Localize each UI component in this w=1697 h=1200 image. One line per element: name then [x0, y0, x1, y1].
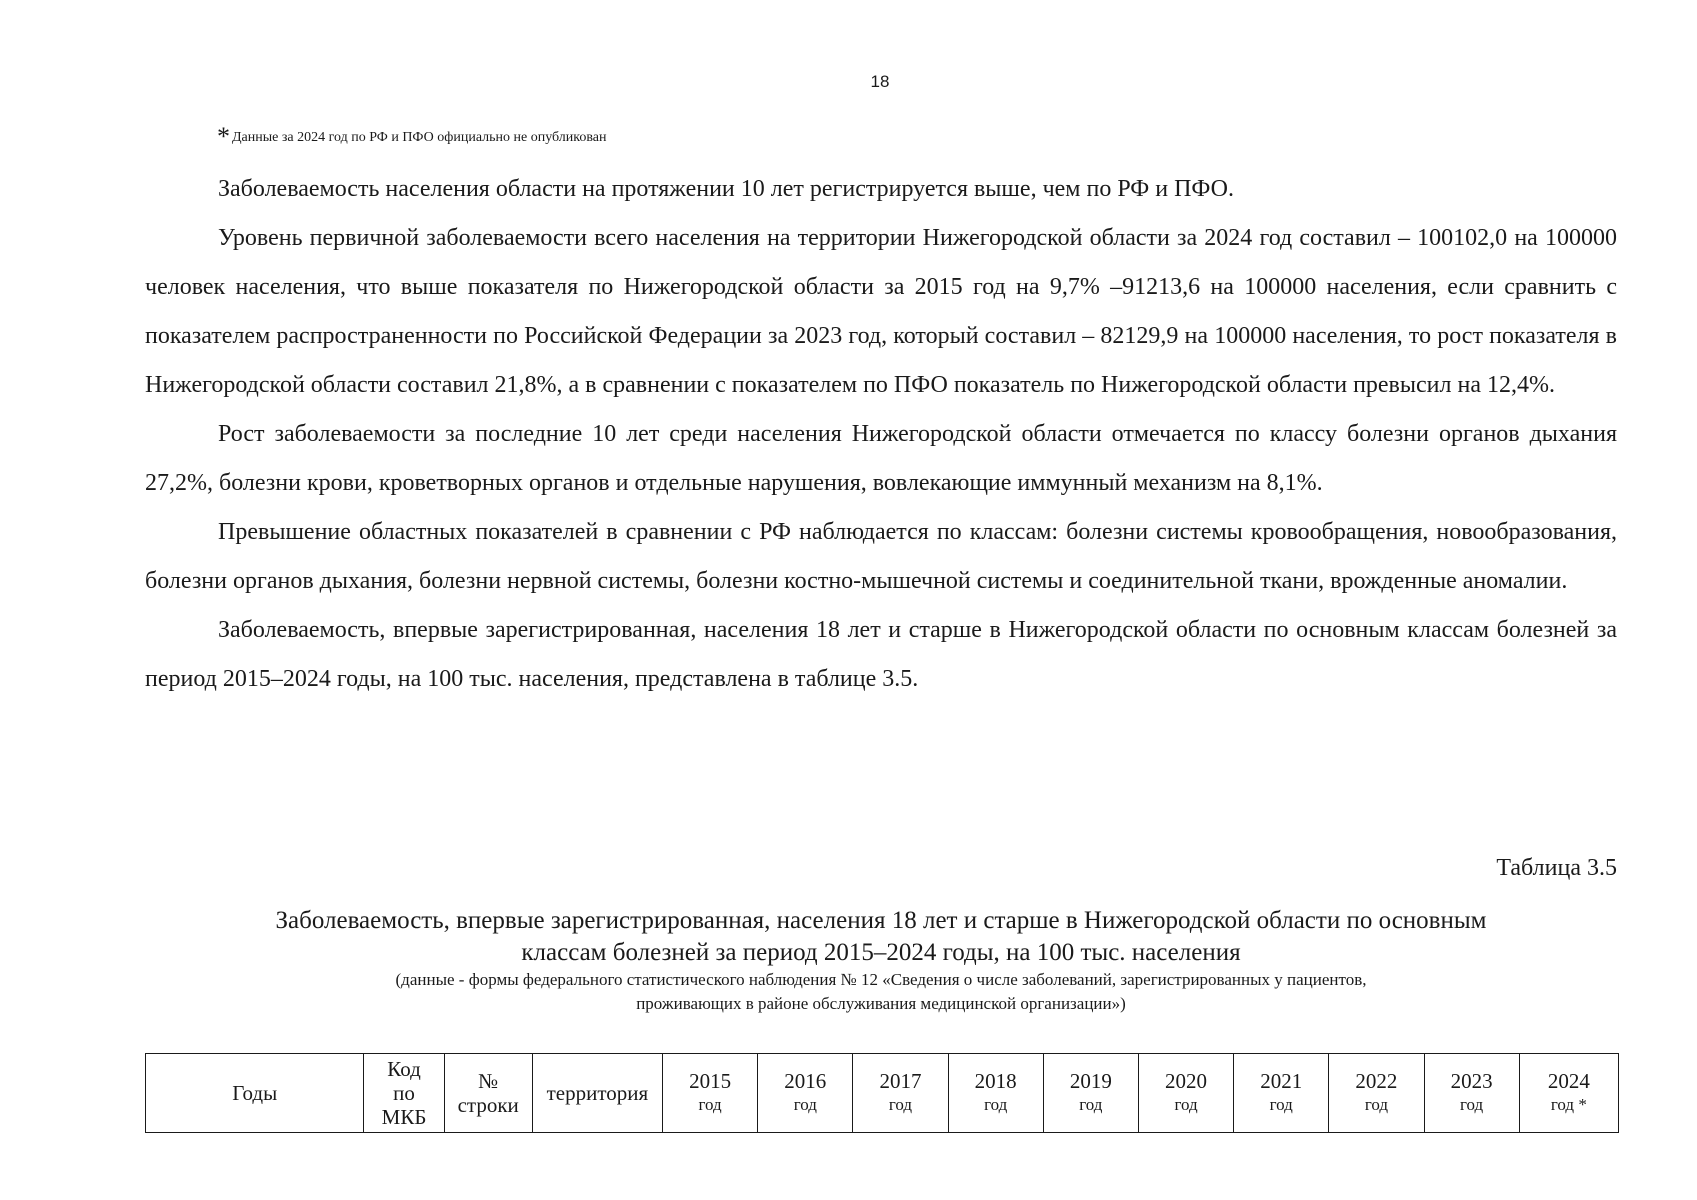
table-header-row — [146, 1054, 1619, 1133]
table-source-note — [145, 968, 1617, 1016]
incidence-table — [145, 1053, 1619, 1133]
header-year-2019: 2019 год — [1043, 1054, 1138, 1133]
table-source-line: (данные - формы федерального статистического наблюдения № 12 «Сведения о числе заболеваний, зарегистрированных у пациентов, — [395, 970, 1367, 989]
header-territory: территория — [532, 1054, 662, 1133]
header-year-2016: 2016 год — [758, 1054, 853, 1133]
header-row-line: № — [478, 1069, 499, 1093]
header-year-2021: 2021 год — [1234, 1054, 1329, 1133]
table-title-line: Заболеваемость, впервые зарегистрированная, населения 18 лет и старше в Нижегородской области по основным — [275, 907, 1487, 934]
paragraph: Превышение областных показателей в сравнении с РФ наблюдается по классам: болезни системы кровообращения, новообразования, болезни органов дыхания, болезни нервной системы, болезни костно-мышечной системы и соединительной ткани, врожденные аномалии. — [145, 519, 1617, 594]
header-mkb-line: МКБ — [381, 1105, 427, 1129]
table-title — [145, 905, 1617, 969]
header-mkb-line: по — [393, 1081, 415, 1105]
header-year-2018: 2018 год — [948, 1054, 1043, 1133]
header-row-line: строки — [457, 1093, 519, 1117]
footnote-star: * — [217, 122, 230, 151]
header-years: Годы — [146, 1054, 364, 1133]
header-mkb-code — [364, 1054, 444, 1133]
body-text — [145, 165, 1617, 704]
footnote-text: Данные за 2024 год по РФ и ПФО официально не опубликован — [232, 130, 607, 145]
footnote — [217, 122, 607, 152]
table-title-line: классам болезней за период 2015–2024 годы, на 100 тыс. населения — [521, 939, 1241, 966]
paragraph: Заболеваемость населения области на протяжении 10 лет регистрируется выше, чем по РФ и ПФО. — [218, 176, 1234, 202]
header-year-2015: 2015 год — [663, 1054, 758, 1133]
page-number: 18 — [870, 72, 890, 91]
header-year-2022: 2022 год — [1329, 1054, 1424, 1133]
header-mkb-line: Код — [387, 1057, 421, 1081]
table-source-line: проживающих в районе обслуживания медицинской организации») — [636, 994, 1126, 1013]
header-year-2024: 2024 год * — [1519, 1054, 1618, 1133]
header-row-number — [444, 1054, 532, 1133]
paragraph: Уровень первичной заболеваемости всего населения на территории Нижегородской области за 2024 год составил – 100102,0 на 100000 человек населения, что выше показателя по Нижегородской области за 2015 год на 9,7% –91213,6 на 100000 населения, если сравнить с показателем распространенности по Российской Федерации за 2023 год, который составил – 82129,9 на 100000 населения, то рост показателя в Нижегородской области составил 21,8%, а в сравнении с показателем по ПФО показатель по Нижегородской области превысил на 12,4%. — [145, 225, 1617, 398]
paragraph: Рост заболеваемости за последние 10 лет среди населения Нижегородской области отмечается по классу болезни органов дыхания 27,2%, болезни крови, кроветворных органов и отдельные нарушения, вовлекающие иммунный механизм на 8,1%. — [145, 421, 1617, 496]
table-label: Таблица 3.5 — [1496, 855, 1617, 881]
header-year-2023: 2023 год — [1424, 1054, 1519, 1133]
header-year-2017: 2017 год — [853, 1054, 948, 1133]
header-year-2020: 2020 год — [1138, 1054, 1233, 1133]
paragraph: Заболеваемость, впервые зарегистрированная, населения 18 лет и старше в Нижегородской области по основным классам болезней за период 2015–2024 годы, на 100 тыс. населения, представлена в таблице 3.5. — [145, 617, 1617, 692]
